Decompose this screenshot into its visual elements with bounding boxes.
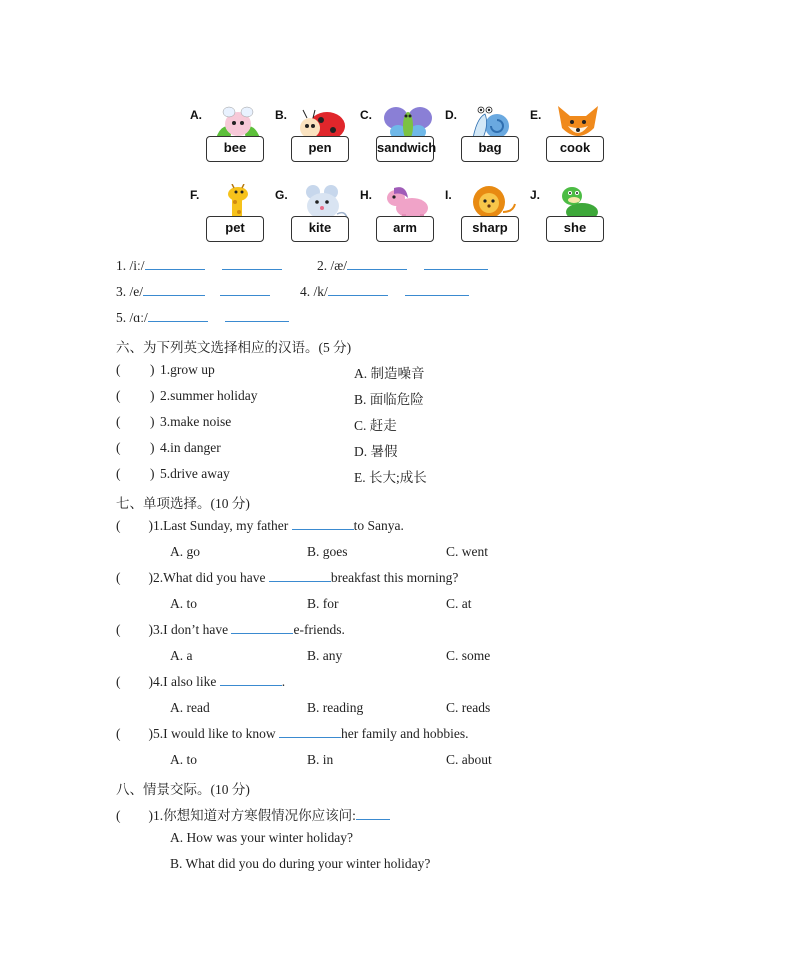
picture-card-c [360, 104, 440, 166]
paren-close[interactable]: ) [150, 466, 155, 481]
option-a[interactable]: A. to [170, 752, 197, 767]
card-letter: D. [445, 108, 457, 122]
section7-title: 七、单项选择。(10 分) [116, 496, 250, 511]
option-c[interactable]: C. reads [446, 700, 491, 715]
answer-blank[interactable] [222, 268, 282, 270]
answer-blank[interactable] [220, 684, 282, 686]
picture-card-i [445, 184, 525, 246]
chinese-option: E. 长大;成长 [354, 470, 427, 485]
question-stem-end: breakfast this morning? [330, 570, 459, 585]
option-b[interactable]: B. goes [307, 544, 348, 559]
phonics-symbol: /k/ [313, 284, 328, 299]
word-box: she [546, 216, 604, 242]
paren-open: ( [116, 440, 121, 455]
question-stem: )1.你想知道对方寒假情况你应该问: [148, 808, 356, 823]
phonics-number: 5. [116, 310, 127, 325]
picture-card-b [275, 104, 355, 166]
card-letter: H. [360, 188, 372, 202]
picture-card-a [190, 104, 270, 166]
phonics-number: 4. [300, 284, 311, 299]
phonics-symbol: /iː/ [129, 258, 145, 273]
phonics-line-4 [300, 284, 469, 300]
phonics-line-3 [116, 284, 270, 300]
chinese-option: D. 暑假 [354, 444, 398, 459]
english-phrase: 3.make noise [160, 414, 232, 429]
question-stem: )1.Last Sunday, my father [148, 518, 292, 533]
paren-open: ( [116, 726, 121, 741]
question-stem: )2.What did you have [148, 570, 269, 585]
answer-blank[interactable] [220, 294, 270, 296]
card-letter: C. [360, 108, 372, 122]
phonics-line-2 [317, 258, 488, 274]
answer-blank[interactable] [279, 736, 341, 738]
option-b[interactable]: B. any [307, 648, 343, 663]
answer-blank[interactable] [405, 294, 469, 296]
paren-open: ( [116, 622, 121, 637]
card-letter: F. [190, 188, 200, 202]
question-stem-end: e-friends. [293, 622, 345, 637]
phonics-symbol: /e/ [129, 284, 143, 299]
answer-blank[interactable] [424, 268, 488, 270]
question-stem: )3.I don’t have [148, 622, 232, 637]
paren-open: ( [116, 388, 121, 403]
question-stem: )4.I also like [148, 674, 220, 689]
question-stem-end: her family and hobbies. [341, 726, 469, 741]
paren-close[interactable]: ) [150, 440, 155, 455]
word-box: bee [206, 136, 264, 162]
card-letter: G. [275, 188, 288, 202]
word-box: pen [291, 136, 349, 162]
option-c[interactable]: C. went [446, 544, 488, 559]
phonics-number: 2. [317, 258, 328, 273]
option-b[interactable]: B. What did you do during your winter holiday? [170, 856, 431, 871]
phonics-number: 3. [116, 284, 127, 299]
word-box: kite [291, 216, 349, 242]
paren-open: ( [116, 362, 121, 377]
word-box: sharp [461, 216, 519, 242]
picture-card-d [445, 104, 525, 166]
section6-title: 六、为下列英文选择相应的汉语。(5 分) [116, 340, 352, 355]
picture-card-f [190, 184, 270, 246]
paren-open: ( [116, 570, 121, 585]
paren-open: ( [116, 674, 121, 689]
option-a[interactable]: A. How was your winter holiday? [170, 830, 353, 845]
phonics-line-1 [116, 258, 282, 274]
english-phrase: 4.in danger [160, 440, 221, 455]
option-b[interactable]: B. reading [307, 700, 364, 715]
answer-blank[interactable] [292, 528, 354, 530]
option-a[interactable]: A. go [170, 544, 200, 559]
paren-close[interactable]: ) [150, 414, 155, 429]
section8-title: 八、情景交际。(10 分) [116, 782, 250, 797]
option-c[interactable]: C. at [446, 596, 472, 611]
answer-blank[interactable] [231, 632, 293, 634]
paren-close[interactable]: ) [150, 388, 155, 403]
card-letter: B. [275, 108, 287, 122]
answer-blank[interactable] [269, 580, 331, 582]
paren-open: ( [116, 518, 121, 533]
word-box: arm [376, 216, 434, 242]
answer-blank[interactable] [145, 268, 205, 270]
english-phrase: 5.drive away [160, 466, 230, 481]
answer-blank[interactable] [347, 268, 407, 270]
card-letter: A. [190, 108, 202, 122]
paren-close[interactable]: ) [150, 362, 155, 377]
option-c[interactable]: C. about [446, 752, 492, 767]
picture-card-j [530, 184, 610, 246]
english-phrase: 1.grow up [160, 362, 215, 377]
option-c[interactable]: C. some [446, 648, 491, 663]
paren-open: ( [116, 414, 121, 429]
answer-blank[interactable] [143, 294, 205, 296]
picture-card-g [275, 184, 355, 246]
answer-blank[interactable] [225, 320, 289, 322]
chinese-option: C. 赶走 [354, 418, 397, 433]
question-stem-end: to Sanya. [353, 518, 404, 533]
card-letter: I. [445, 188, 452, 202]
word-box: pet [206, 216, 264, 242]
option-b[interactable]: B. in [307, 752, 334, 767]
chinese-option: B. 面临危险 [354, 392, 424, 407]
option-b[interactable]: B. for [307, 596, 339, 611]
phonics-symbol: /ɑː/ [129, 310, 148, 325]
word-box: sandwich [376, 136, 434, 162]
phonics-line-5 [116, 310, 289, 326]
answer-blank[interactable] [148, 320, 208, 322]
question-stem-end: . [281, 674, 286, 689]
answer-blank[interactable] [356, 818, 390, 820]
answer-blank[interactable] [328, 294, 388, 296]
paren-open: ( [116, 466, 121, 481]
option-a[interactable]: A. read [170, 700, 210, 715]
picture-card-e [530, 104, 610, 166]
word-box: cook [546, 136, 604, 162]
picture-card-h [360, 184, 440, 246]
english-phrase: 2.summer holiday [160, 388, 258, 403]
phonics-symbol: /æ/ [330, 258, 348, 273]
phonics-number: 1. [116, 258, 127, 273]
card-letter: E. [530, 108, 542, 122]
chinese-option: A. 制造噪音 [354, 366, 425, 381]
question-stem: )5.I would like to know [148, 726, 279, 741]
card-letter: J. [530, 188, 541, 202]
paren-open: ( [116, 808, 121, 823]
option-a[interactable]: A. to [170, 596, 197, 611]
option-a[interactable]: A. a [170, 648, 193, 663]
word-box: bag [461, 136, 519, 162]
